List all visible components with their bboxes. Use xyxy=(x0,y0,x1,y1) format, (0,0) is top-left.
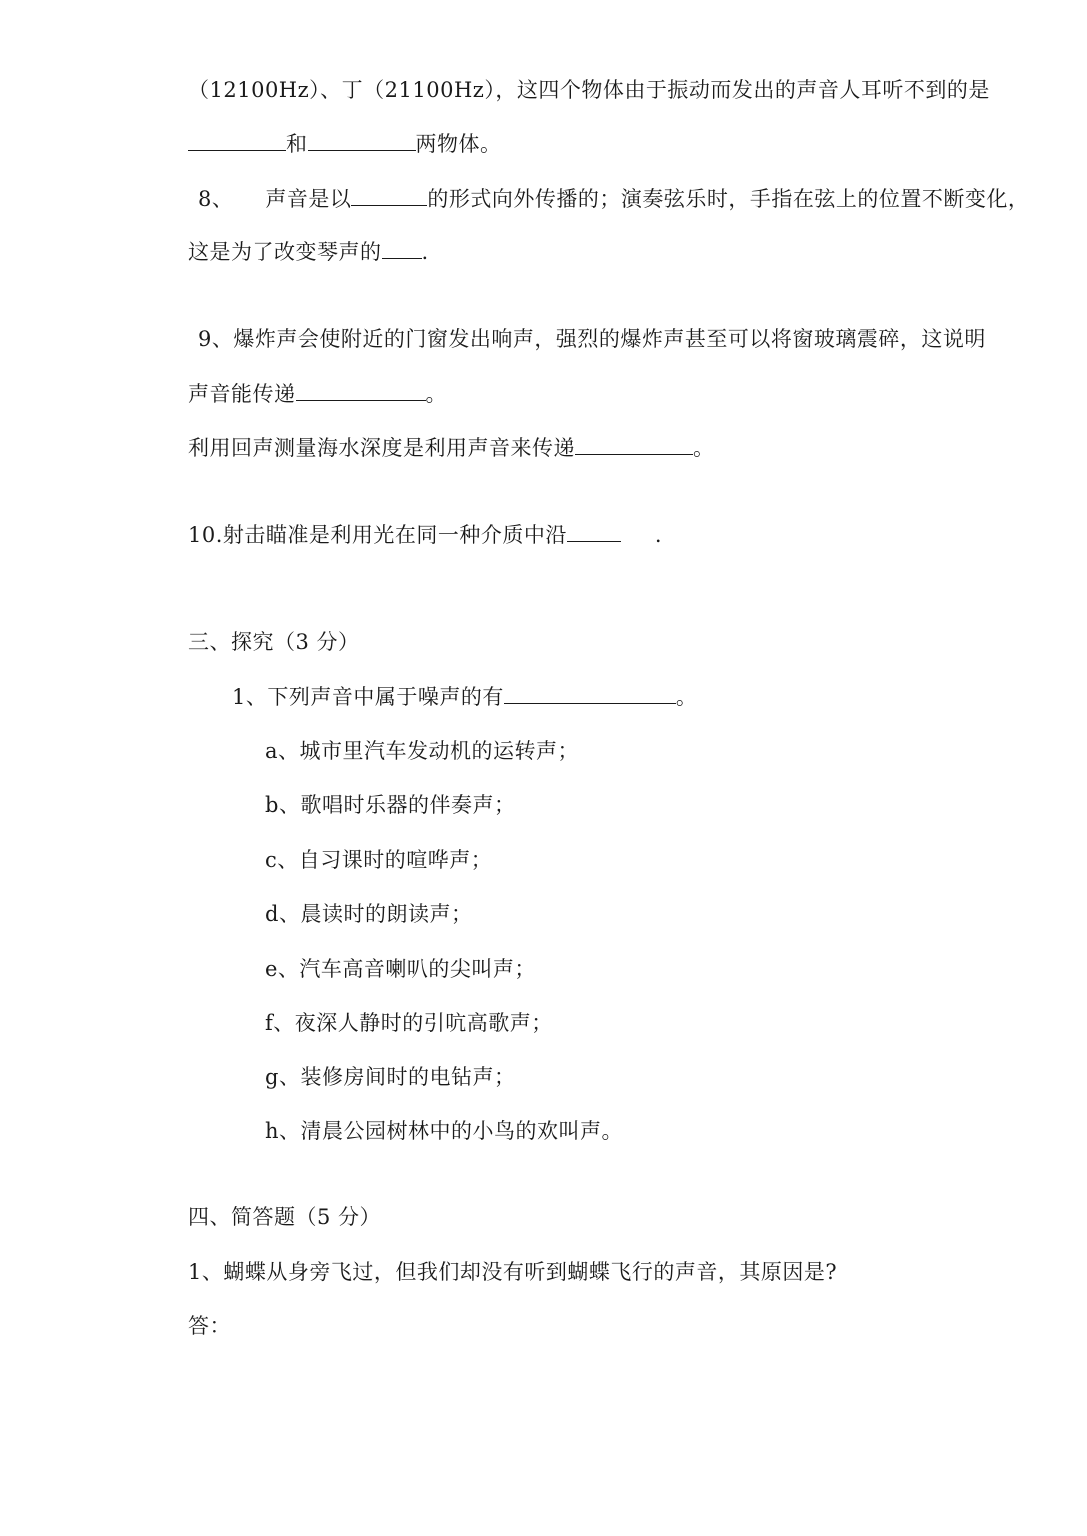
q7-text: （12100Hz）、丁（21100Hz），这四个物体由于振动而发出的声音人耳听不到的是 xyxy=(188,78,990,102)
q8-line1 xyxy=(198,183,1029,213)
section-title: 四、简答题（5 分） xyxy=(188,1205,382,1229)
option-b xyxy=(265,789,515,819)
q8-text: 的形式向外传播的；演奏弦乐时，手指在弦上的位置不断变化， xyxy=(427,187,1030,211)
section-3-q1 xyxy=(232,681,697,711)
answer-blank[interactable] xyxy=(296,382,426,401)
q7-end: 两物体。 xyxy=(415,132,502,156)
option-text: g、装修房间时的电钻声； xyxy=(265,1065,516,1089)
option-text: f、夜深人静时的引吭高歌声； xyxy=(265,1011,553,1035)
section-3-title xyxy=(188,626,360,656)
q7-line1 xyxy=(188,74,990,104)
answer-label-text: 答： xyxy=(188,1314,231,1338)
q9-text: 利用回声测量海水深度是利用声音来传递 xyxy=(188,436,575,460)
option-text: a、城市里汽车发动机的运转声； xyxy=(265,739,580,763)
option-text: b、歌唱时乐器的伴奏声； xyxy=(265,793,516,817)
option-text: e、汽车高音喇叭的尖叫声； xyxy=(265,957,536,981)
q9-end: 。 xyxy=(425,382,447,406)
q10-end: . xyxy=(654,523,663,547)
option-text: h、清晨公园树林中的小鸟的欢叫声。 xyxy=(265,1119,624,1143)
q8-end: . xyxy=(421,240,429,264)
q8-text: 声音是以 xyxy=(265,187,352,211)
option-h xyxy=(265,1115,623,1145)
answer-label xyxy=(188,1310,231,1340)
q9-line1 xyxy=(198,323,986,353)
option-a xyxy=(265,735,579,765)
q9-end: 。 xyxy=(693,436,715,460)
option-c xyxy=(265,844,492,874)
answer-blank[interactable] xyxy=(575,436,693,455)
q9-text: 声音能传递 xyxy=(188,382,296,406)
q10-line xyxy=(188,519,662,549)
question-end: 。 xyxy=(675,685,698,709)
option-text: c、自习课时的喧哗声； xyxy=(265,848,493,872)
q9-line3 xyxy=(188,432,715,462)
answer-blank[interactable] xyxy=(308,132,416,151)
answer-blank[interactable] xyxy=(351,187,427,206)
answer-blank[interactable] xyxy=(188,132,286,151)
q9-text: 9、爆炸声会使附近的门窗发出响声，强烈的爆炸声甚至可以将窗玻璃震碎，这说明 xyxy=(198,327,986,351)
q10-text: 10.射击瞄准是利用光在同一种介质中沿 xyxy=(188,523,567,547)
q8-number: 8、 xyxy=(198,187,234,211)
answer-blank[interactable] xyxy=(567,523,621,542)
answer-blank[interactable] xyxy=(504,685,676,704)
q9-line2 xyxy=(188,378,447,408)
q8-line2 xyxy=(188,236,429,266)
answer-blank[interactable] xyxy=(382,240,422,259)
option-d xyxy=(265,898,472,928)
question-text: 1、下列声音中属于噪声的有 xyxy=(232,685,504,709)
question-text: 1、蝴蝶从身旁飞过，但我们却没有听到蝴蝶飞行的声音，其原因是? xyxy=(188,1260,838,1284)
option-g xyxy=(265,1061,515,1091)
q8-text: 这是为了改变琴声的 xyxy=(188,240,382,264)
q7-and: 和 xyxy=(286,132,308,156)
q7-line2 xyxy=(188,128,502,158)
option-f xyxy=(265,1007,553,1037)
section-4-title xyxy=(188,1201,381,1231)
section-title: 三、探究（3 分） xyxy=(188,630,360,654)
section-4-q1 xyxy=(188,1256,837,1286)
option-text: d、晨读时的朗读声； xyxy=(265,902,473,926)
option-e xyxy=(265,953,536,983)
